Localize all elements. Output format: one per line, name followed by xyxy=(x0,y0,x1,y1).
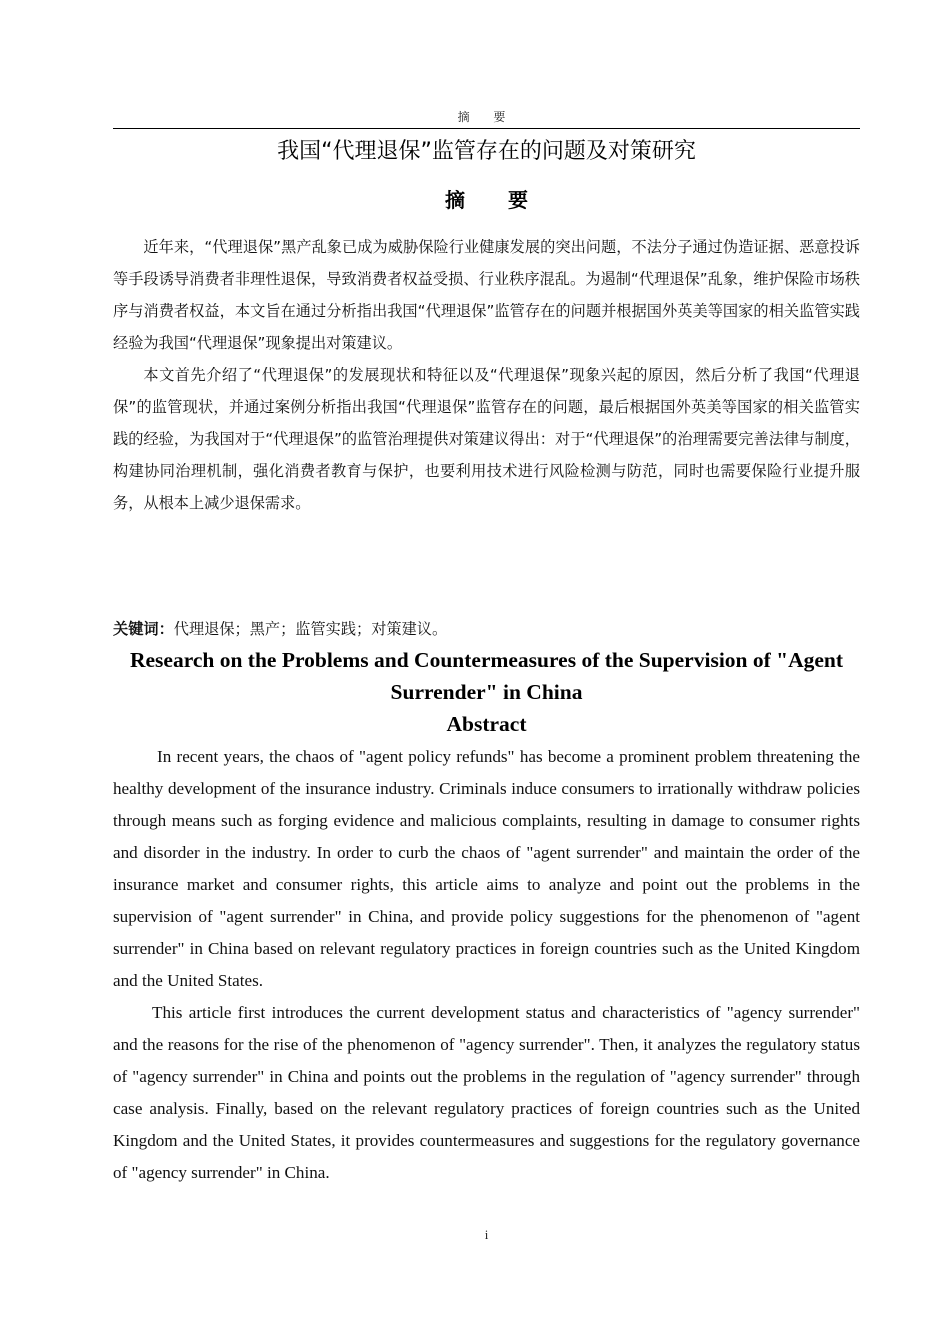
running-header: 摘 要 xyxy=(457,110,516,124)
english-title: Research on the Problems and Countermeasures of the Supervision of "Agent Surrender" in China xyxy=(129,648,844,704)
english-paragraph: In recent years, the chaos of "agent policy refunds" has become a prominent problem threatening the healthy development of the insurance industry. Criminals induce consumers to irrationally withdraw policies through means such as forging evidence and malicious complaints, resulting in damage to consumer rights and disorder in the industry. In order to curb the chaos of "agent surrender" and maintain the order of the insurance market and consumer rights, this article aims to analyze and point out the problems in the supervision of "agent surrender" in China, and provide policy suggestions for the phenomenon of "agent surrender" in China based on relevant regulatory practices in foreign countries such as the United Kingdom and the United States. xyxy=(113,747,860,990)
chinese-paragraph: 近年来，“代理退保”黑产乱象已成为威胁保险行业健康发展的突出问题，不法分子通过伪造证据、恶意投诉等手段诱导消费者非理性退保，导致消费者权益受损、行业秩序混乱。为遏制“代理退保”乱象，维护保险市场秩序与消费者权益，本文旨在通过分析指出我国“代理退保”监管存在的问题并根据国外英美等国家的相关监管实践经验为我国“代理退保”现象提出对策建议。 xyxy=(113,238,860,352)
chinese-title: 我国“代理退保”监管存在的问题及对策研究 xyxy=(277,139,696,164)
english-abstract-heading: Abstract xyxy=(446,712,527,736)
keywords-label: 关键词： xyxy=(113,620,174,638)
chinese-abstract-body xyxy=(113,231,860,519)
chinese-abstract-heading: 摘 要 xyxy=(445,188,546,212)
header-rule xyxy=(113,128,860,129)
english-paragraph: This article first introduces the current development status and characteristics of "agency surrender" and the reasons for the rise of the phenomenon of "agency surrender". Then, it analyzes the regulatory status of "agency surrender" in China and points out the problems in the regulation of "agency surrender" through case analysis. Finally, based on the relevant regulatory practices of foreign countries such as the United Kingdom and the United States, it provides countermeasures and suggestions for the regulatory governance of "agency surrender" in China. xyxy=(113,1003,860,1182)
keywords-text: 代理退保；黑产；监管实践；对策建议。 xyxy=(173,620,448,638)
english-abstract-body xyxy=(113,741,860,1189)
chinese-paragraph: 本文首先介绍了“代理退保”的发展现状和特征以及“代理退保”现象兴起的原因，然后分析了我国“代理退保”的监管现状，并通过案例分析指出我国“代理退保”监管存在的问题，最后根据国外英美等国家的相关监管实践的经验，为我国对于“代理退保”的监管治理提供对策建议得出：对于“代理退保”的治理需要完善法律与制度，构建协同治理机制，强化消费者教育与保护，也要利用技术进行风险检测与防范，同时也需要保险行业提升服务，从根本上减少退保需求。 xyxy=(113,366,860,512)
keywords-line xyxy=(113,614,860,644)
page-number: i xyxy=(484,1227,489,1242)
